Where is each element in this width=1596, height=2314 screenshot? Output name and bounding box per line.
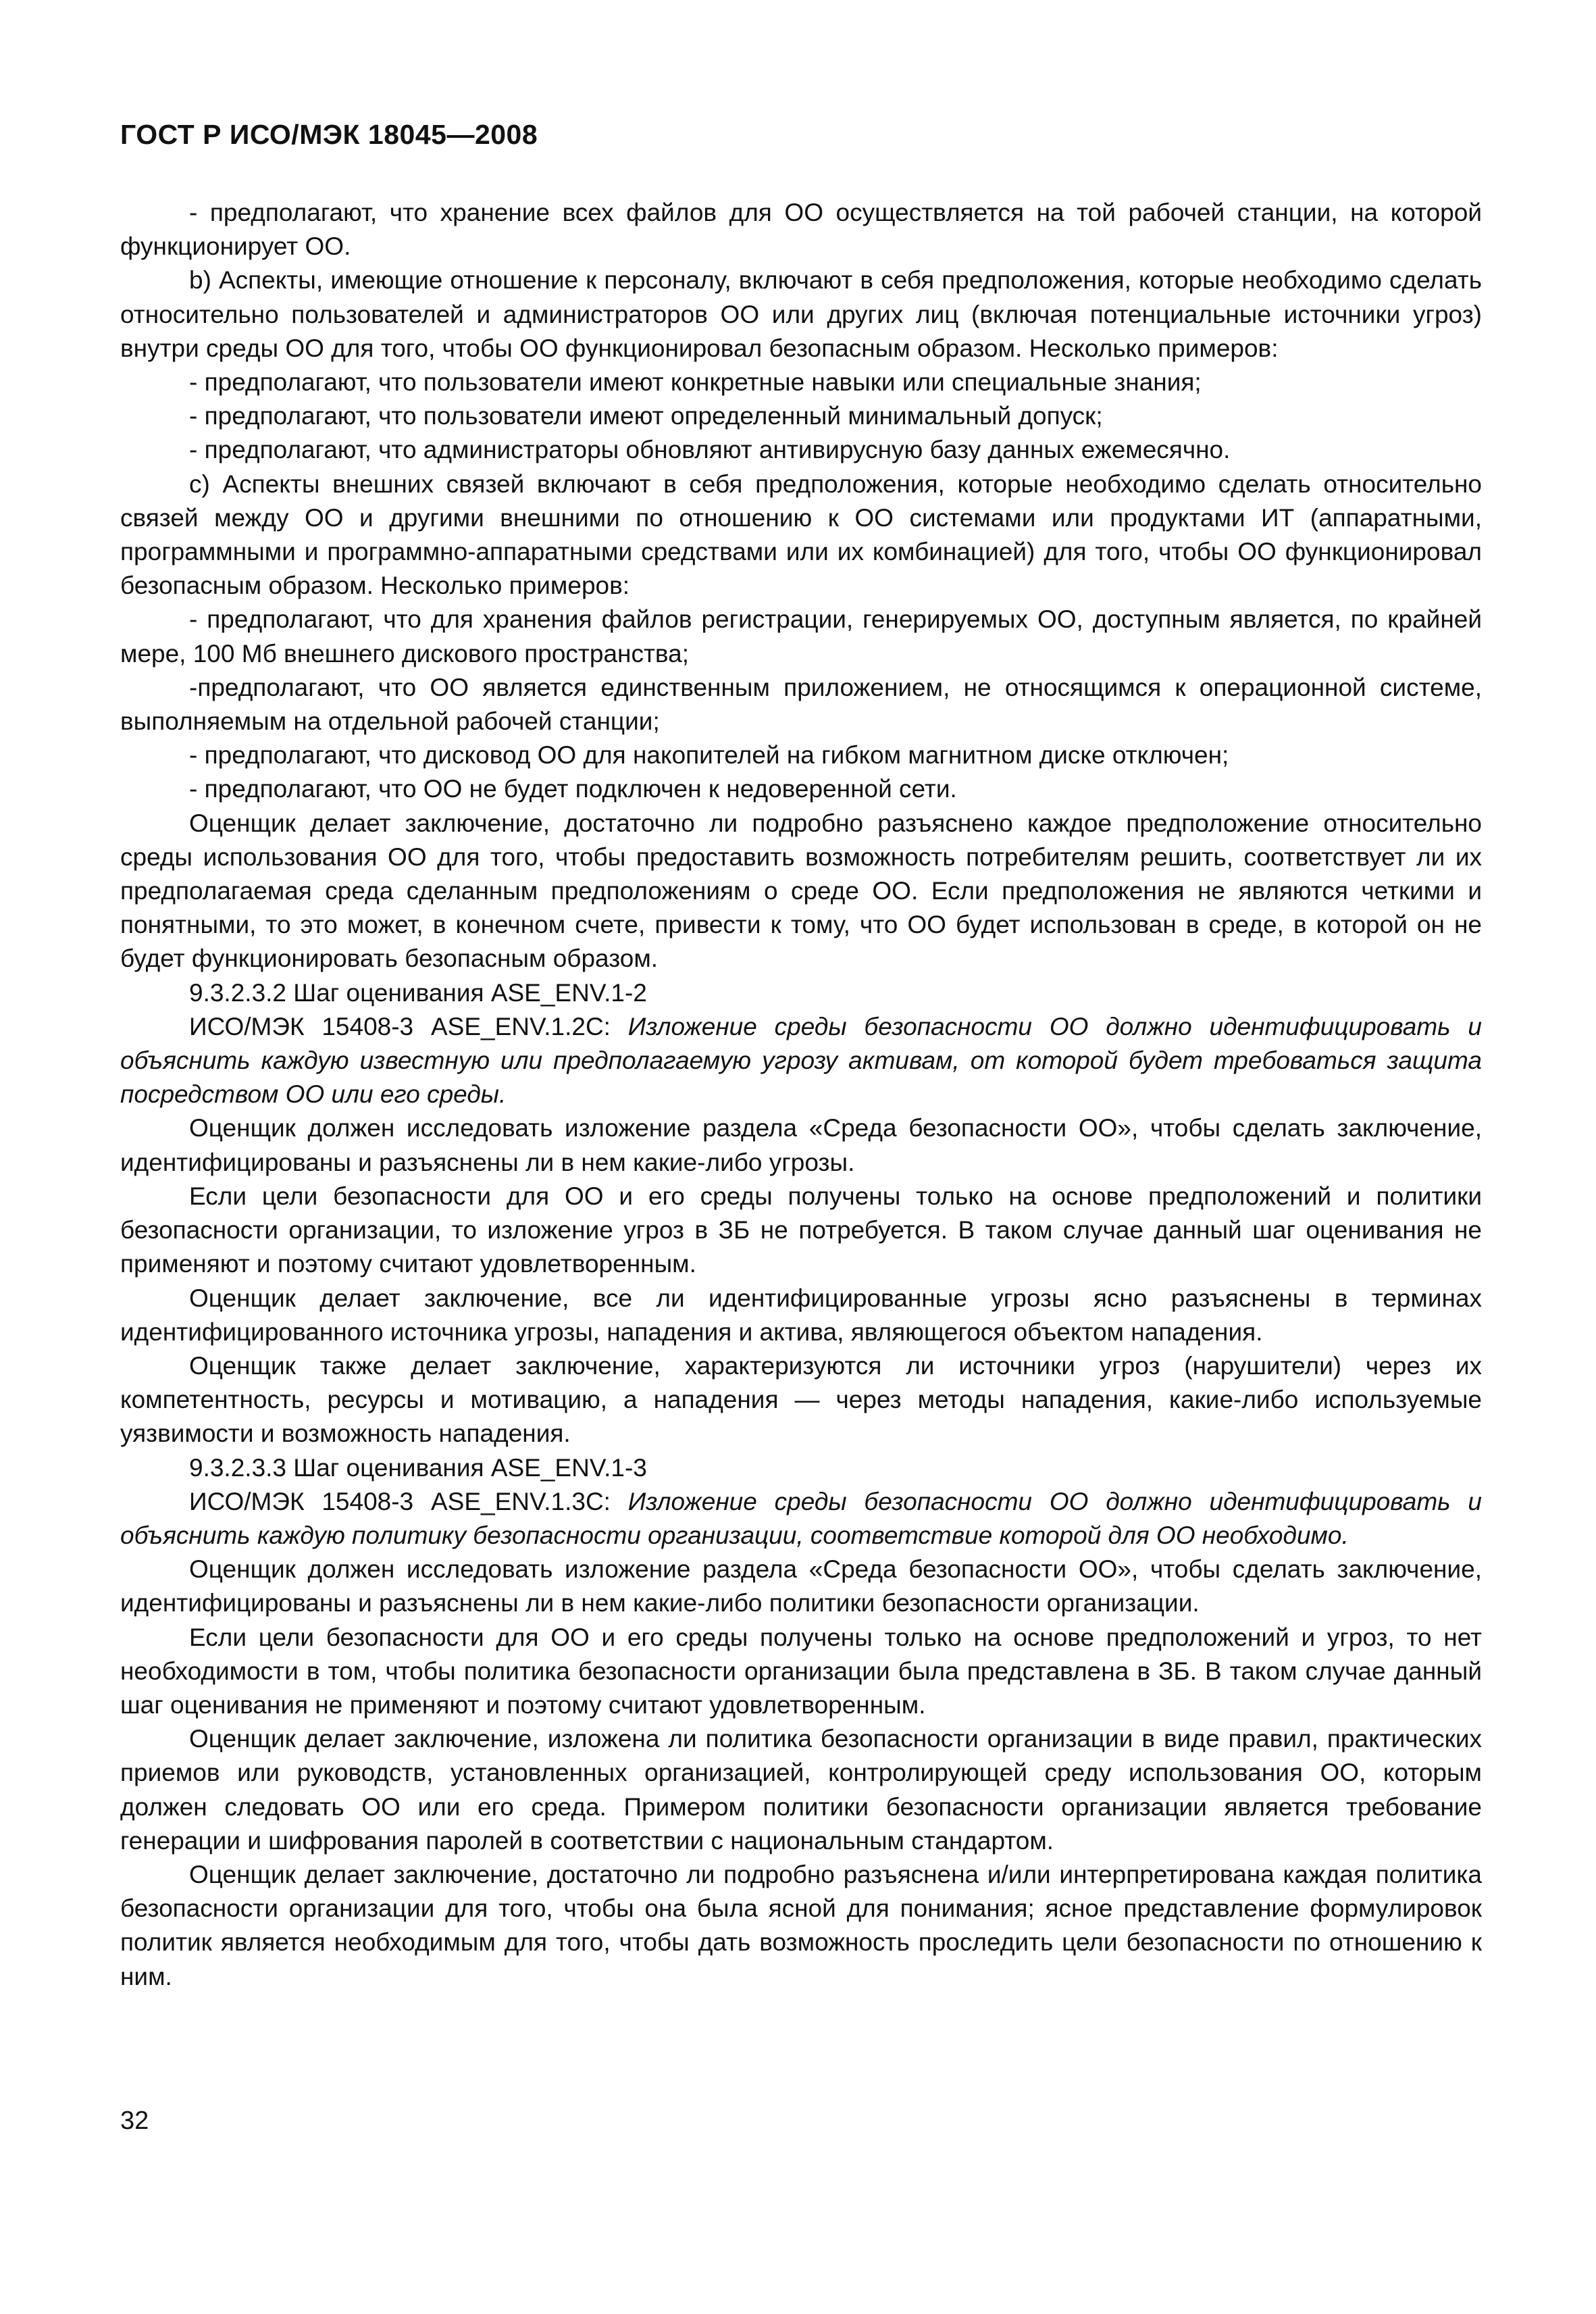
paragraph: Оценщик также делает заключение, характеризуются ли источники угроз (нарушители) через их компетентность, ресурсы и мотивацию, а нападения — через методы нападения, какие-либо используемые уязвимости и возможность нападения. [120, 1351, 1482, 1448]
paragraph: - предполагают, что хранение всех файлов для ОО осуществляется на той рабочей станции, на которой функционирует ОО. [120, 199, 1482, 261]
document-header: ГОСТ Р ИСО/МЭК 18045—2008 [120, 119, 538, 150]
paragraph: Если цели безопасности для ОО и его среды получены только на основе предположений и политики безопасности организации, то изложение угроз в ЗБ не потребуется. В таком случае данный шаг оценивания не применяют и поэтому считают удовлетворенным. [120, 1182, 1482, 1278]
list-item: - предполагают, что для хранения файлов регистрации, генерируемых ОО, доступным является, по крайней мере, 100 Мб внешнего дискового пространства; [120, 605, 1482, 668]
paragraph: b) Аспекты, имеющие отношение к персоналу, включают в себя предположения, которые необходимо сделать относительно пользователей и администраторов ОО или других лиц (включая потенциальные источники угроз) внутри среды ОО для того, чтобы ОО функционировал безопасным образом. Несколько примеров: [120, 266, 1482, 362]
requirement-paragraph [120, 1010, 1482, 1112]
paragraph: Оценщик делает заключение, все ли идентифицированные угрозы ясно разъяснены в терминах идентифицированного источника угрозы, нападения и актива, являющегося объектом нападения. [120, 1284, 1482, 1346]
requirement-reference: ИСО/МЭК 15408-3 ASE_ENV.1.3С: [189, 1487, 628, 1515]
list-item: - предполагают, что пользователи имеют определенный минимальный допуск; [189, 402, 1103, 430]
paragraph: с) Аспекты внешних связей включают в себя предположения, которые необходимо сделать относительно связей между ОО и другими внешними по отношению к ОО системами или продуктами ИТ (аппаратными, программными и программно-аппаратными средствами или их комбинацией) для того, чтобы ОО функционировал безопасным образом. Несколько примеров: [120, 470, 1482, 600]
section-heading: 9.3.2.3.2 Шаг оценивания ASE_ENV.1-2 [189, 978, 647, 1007]
list-item: - предполагают, что ОО не будет подключен к недоверенной сети. [189, 775, 957, 803]
requirement-text: Изложение среды безопасности ОО должно идентифицировать и объяснить каждую политику безопасности организации, соответствие которой для ОО необходимо. [120, 1487, 1482, 1549]
list-item: - предполагают, что дисковод ОО для накопителей на гибком магнитном диске отключен; [189, 741, 1229, 770]
paragraph: Оценщик делает заключение, изложена ли политика безопасности организации в виде правил, практических приемов или руководств, установленных организацией, контролирующей среду использования ОО, которым должен следовать ОО или его среда. Примером политики безопасности организации является требование генерации и шифрования паролей в соответствии с национальным стандартом. [120, 1725, 1482, 1855]
list-item: - предполагают, что пользователи имеют конкретные навыки или специальные знания; [189, 368, 1202, 397]
list-item: -предполагают, что ОО является единственным приложением, не относящимся к операционной системе, выполняемым на отдельной рабочей станции; [120, 673, 1482, 736]
requirement-paragraph [120, 1485, 1482, 1553]
section-heading: 9.3.2.3.3 Шаг оценивания ASE_ENV.1-3 [189, 1453, 647, 1482]
requirement-reference: ИСО/МЭК 15408-3 ASE_ENV.1.2С: [189, 1012, 628, 1040]
paragraph: Оценщик делает заключение, достаточно ли подробно разъяснено каждое предположение относительно среды использования ОО для того, чтобы предоставить возможность потребителям решить, соответствует ли их предполагаемая среда сделанным предположениям о среде ОО. Если предположения не являются четкими и понятными, то это может, в конечном счете, привести к тому, что ОО будет использован в среде, в которой он не будет функционировать безопасным образом. [120, 809, 1482, 973]
requirement-text: Изложение среды безопасности ОО должно идентифицировать и объяснить каждую известную или предполагаемую угрозу активам, от которой будет требоваться защита посредством ОО или его среды. [120, 1012, 1482, 1109]
document-body [120, 196, 1482, 1994]
paragraph: Оценщик должен исследовать изложение раздела «Среда безопасности ОО», чтобы сделать заключение, идентифицированы и разъяснены ли в нем какие-либо политики безопасности организации. [120, 1555, 1482, 1617]
paragraph: Если цели безопасности для ОО и его среды получены только на основе предположений и угроз, то нет необходимости в том, чтобы политика безопасности организации была представлена в ЗБ. В таком случае данный шаг оценивания не применяют и поэтому считают удовлетворенным. [120, 1623, 1482, 1719]
paragraph: Оценщик должен исследовать изложение раздела «Среда безопасности ОО», чтобы сделать заключение, идентифицированы и разъяснены ли в нем какие-либо угрозы. [120, 1114, 1482, 1176]
list-item: - предполагают, что администраторы обновляют антивирусную базу данных ежемесячно. [189, 436, 1231, 464]
page-number: 32 [120, 2107, 149, 2135]
paragraph: Оценщик делает заключение, достаточно ли подробно разъяснена и/или интерпретирована каждая политика безопасности организации для того, чтобы она была ясной для понимания; ясное представление формулировок политик является необходимым для того, чтобы дать возможность проследить цели безопасности по отношению к ним. [120, 1860, 1482, 1990]
